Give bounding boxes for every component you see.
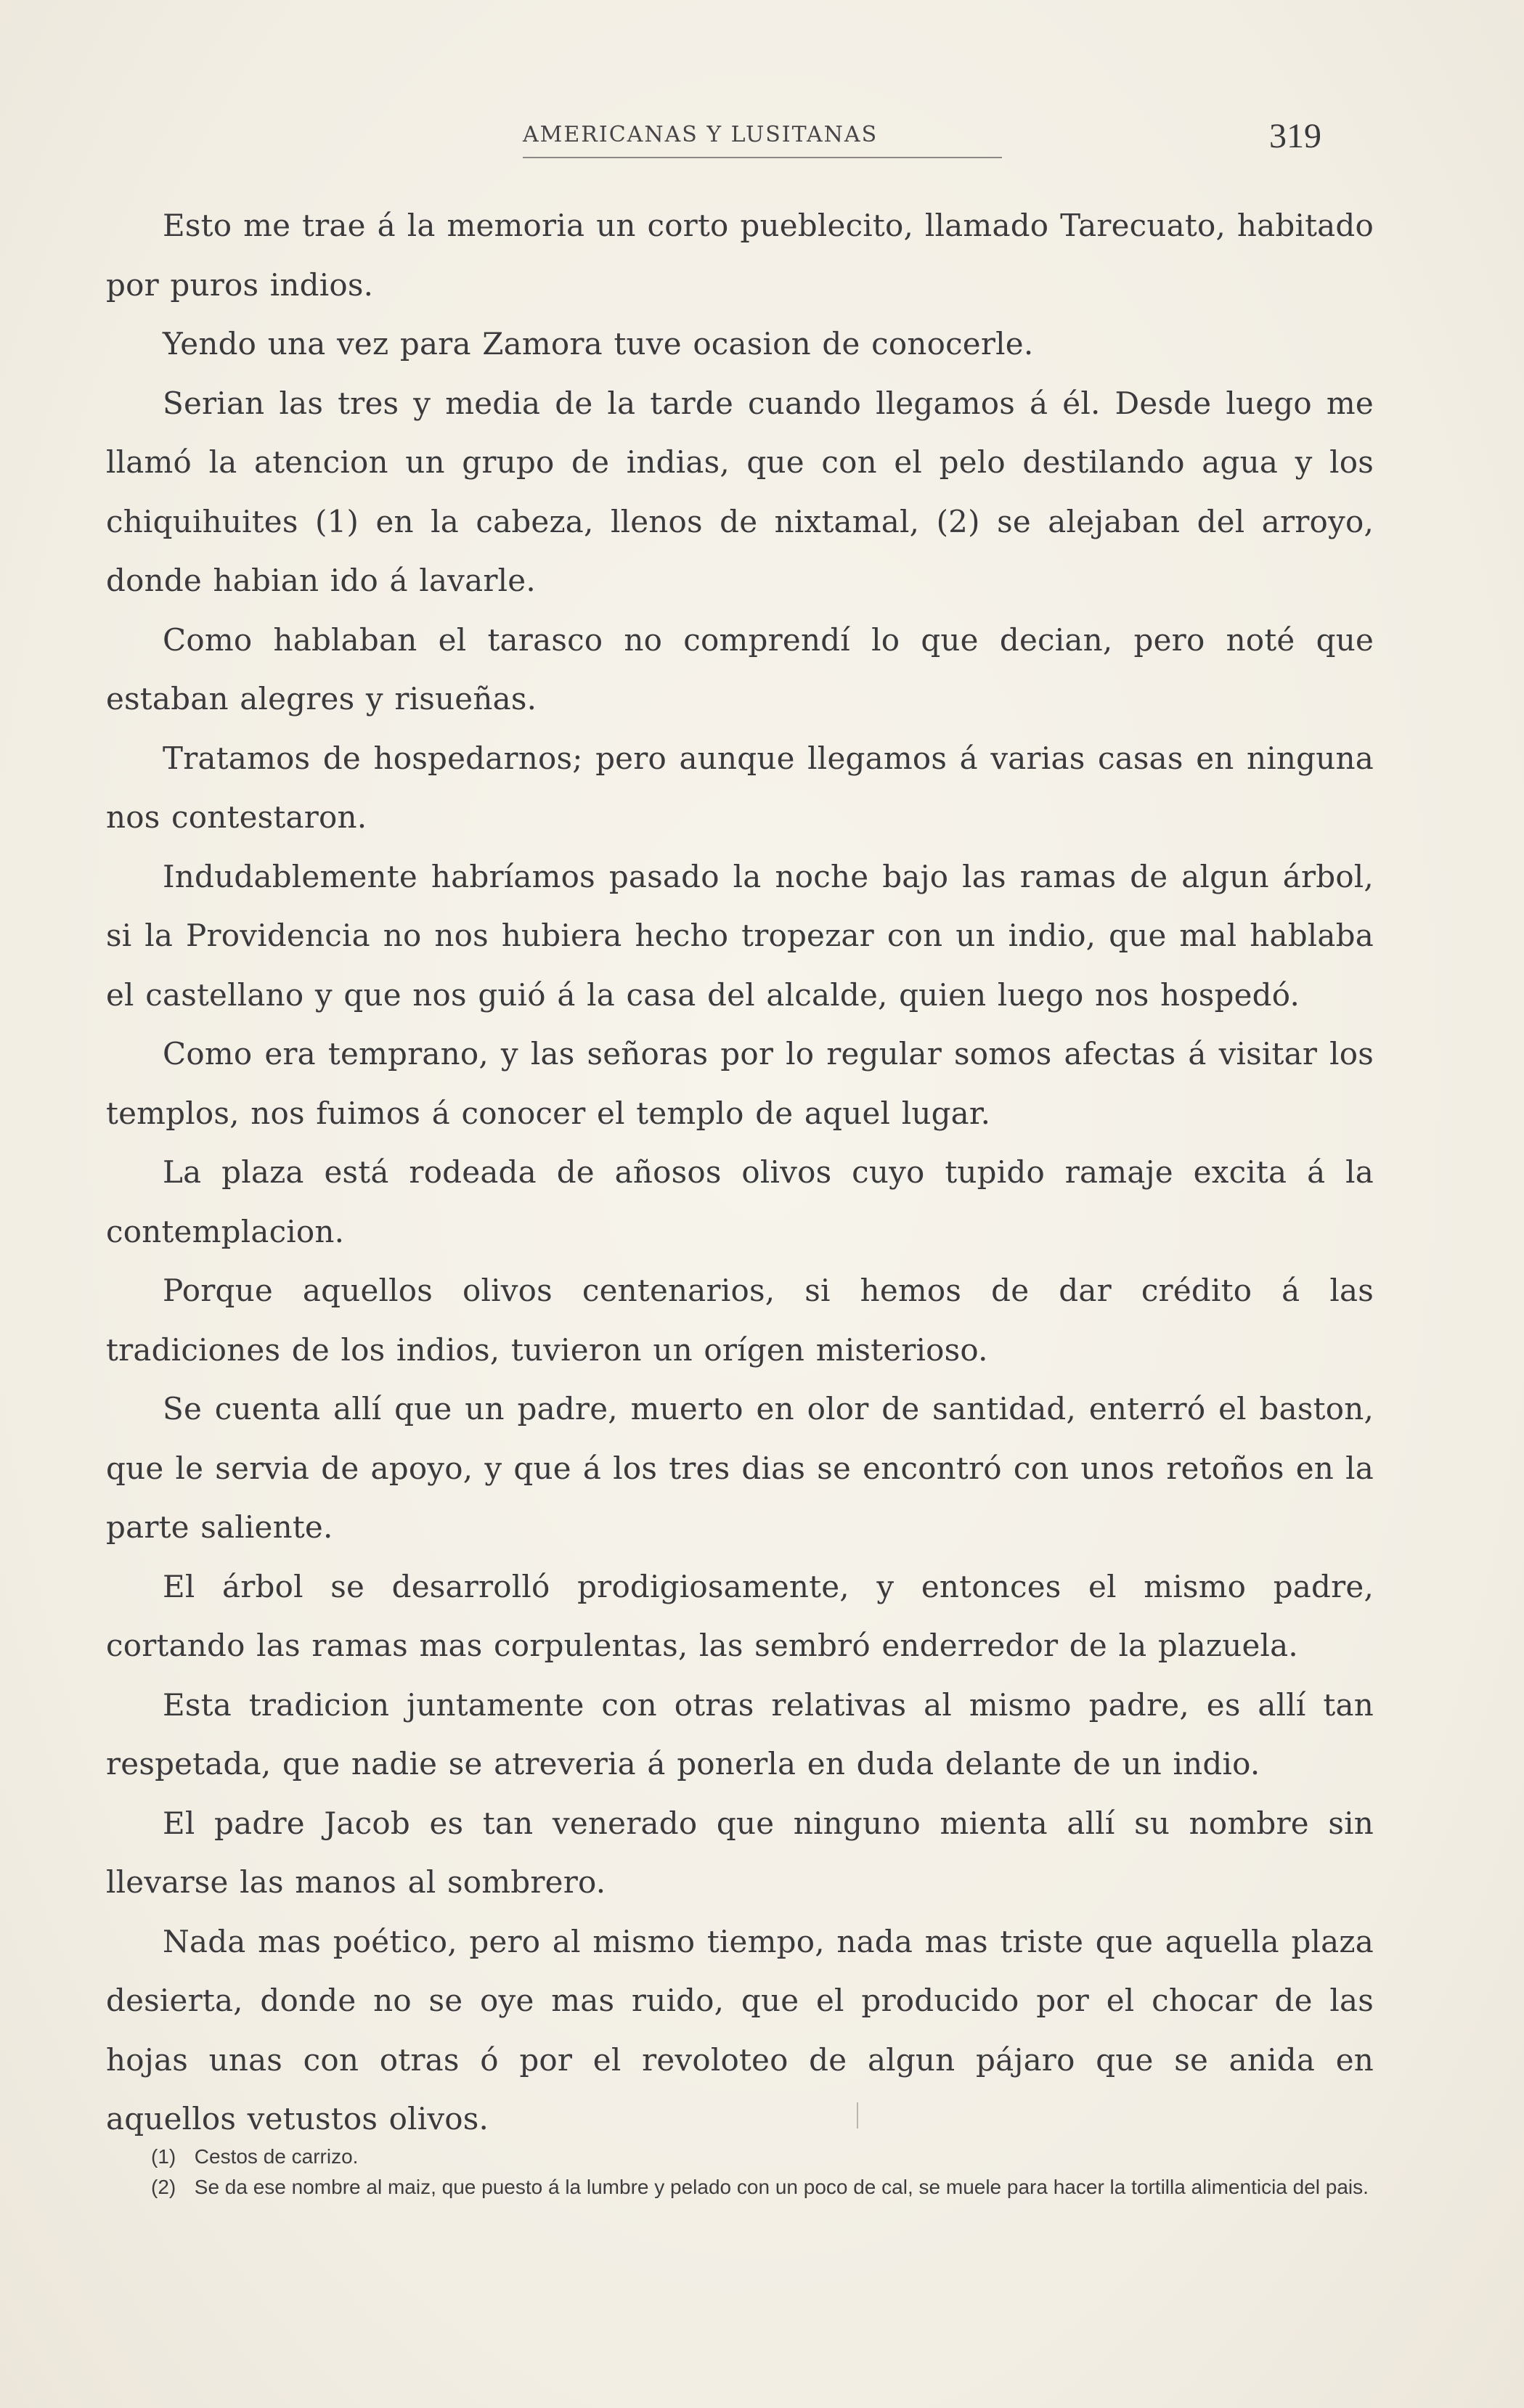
- paragraph: Como era temprano, y las señoras por lo regular somos afectas á visitar los templos, nos fuimos á conocer el templo de aquel lugar.: [106, 1036, 1374, 1131]
- footnote-mark: (1): [151, 2145, 176, 2168]
- paragraph: El árbol se desarrolló prodigiosamente, y entonces el mismo padre, cortando las ramas mas corpulentas, las sembró enderredor de la plazuela.: [106, 1568, 1374, 1663]
- paragraph: Esta tradicion juntamente con otras relativas al mismo padre, es allí tan respetada, que nadie se atreveria á ponerla en duda delante de un indio.: [106, 1686, 1374, 1781]
- paragraph: Yendo una vez para Zamora tuve ocasion de conocerle.: [163, 326, 1034, 362]
- footnote: [106, 2142, 1374, 2172]
- footnote-text: Se da ese nombre al maiz, que puesto á la lumbre y pelado con un poco de cal, se muele para hacer la tortilla alimenticia del pais.: [194, 2176, 1369, 2198]
- paragraph: Esto me trae á la memoria un corto pueblecito, llamado Tarecuato, habitado por puros indios.: [106, 208, 1374, 303]
- page-number: 319: [1269, 117, 1321, 155]
- paragraph: Tratamos de hospedarnos; pero aunque llegamos á varias casas en ninguna nos contestaron.: [106, 740, 1374, 835]
- running-head: AMERICANAS Y LUSITANAS: [523, 122, 879, 147]
- paragraph: Porque aquellos olivos centenarios, si hemos de dar crédito á las tradiciones de los indios, tuvieron un orígen misterioso.: [106, 1273, 1374, 1368]
- header-rule: [523, 157, 1002, 158]
- page-header: [523, 116, 1321, 160]
- footnote: [106, 2172, 1374, 2203]
- paragraph: La plaza está rodeada de añosos olivos cuyo tupido ramaje excita á la contemplacion.: [106, 1154, 1374, 1249]
- footnotes: [106, 2142, 1374, 2203]
- paragraph: Indudablemente habríamos pasado la noche bajo las ramas de algun árbol, si la Providencia no nos hubiera hecho tropezar con un indio, que mal hablaba el castellano y que nos guió á la casa del alcalde, quien luego nos hospedó.: [106, 858, 1374, 1013]
- footnote-text: Cestos de carrizo.: [194, 2145, 359, 2168]
- paragraph: Serian las tres y media de la tarde cuando llegamos á él. Desde luego me llamó la atencion un grupo de indias, que con el pelo destilando agua y los chiquihuites (1) en la cabeza, llenos de nixtamal, (2) se alejaban del arroyo, donde habian ido á lavarle.: [106, 385, 1374, 598]
- paragraph: Como hablaban el tarasco no comprendí lo que decian, pero noté que estaban alegres y risueñas.: [106, 621, 1374, 717]
- footnote-separator: [857, 2102, 858, 2129]
- body-text: [106, 196, 1374, 2149]
- footnote-mark: (2): [151, 2176, 176, 2198]
- paragraph: Se cuenta allí que un padre, muerto en olor de santidad, enterró el baston, que le servia de apoyo, y que á los tres dias se encontró con unos retoños en la parte saliente.: [106, 1391, 1374, 1545]
- paragraph: El padre Jacob es tan venerado que ninguno mienta allí su nombre sin llevarse las manos al sombrero.: [106, 1805, 1374, 1900]
- paragraph: Nada mas poético, pero al mismo tiempo, nada mas triste que aquella plaza desierta, donde no se oye mas ruido, que el producido por el chocar de las hojas unas con otras ó por el revoloteo de algun pájaro que se anida en aquellos vetustos olivos.: [106, 1923, 1374, 2136]
